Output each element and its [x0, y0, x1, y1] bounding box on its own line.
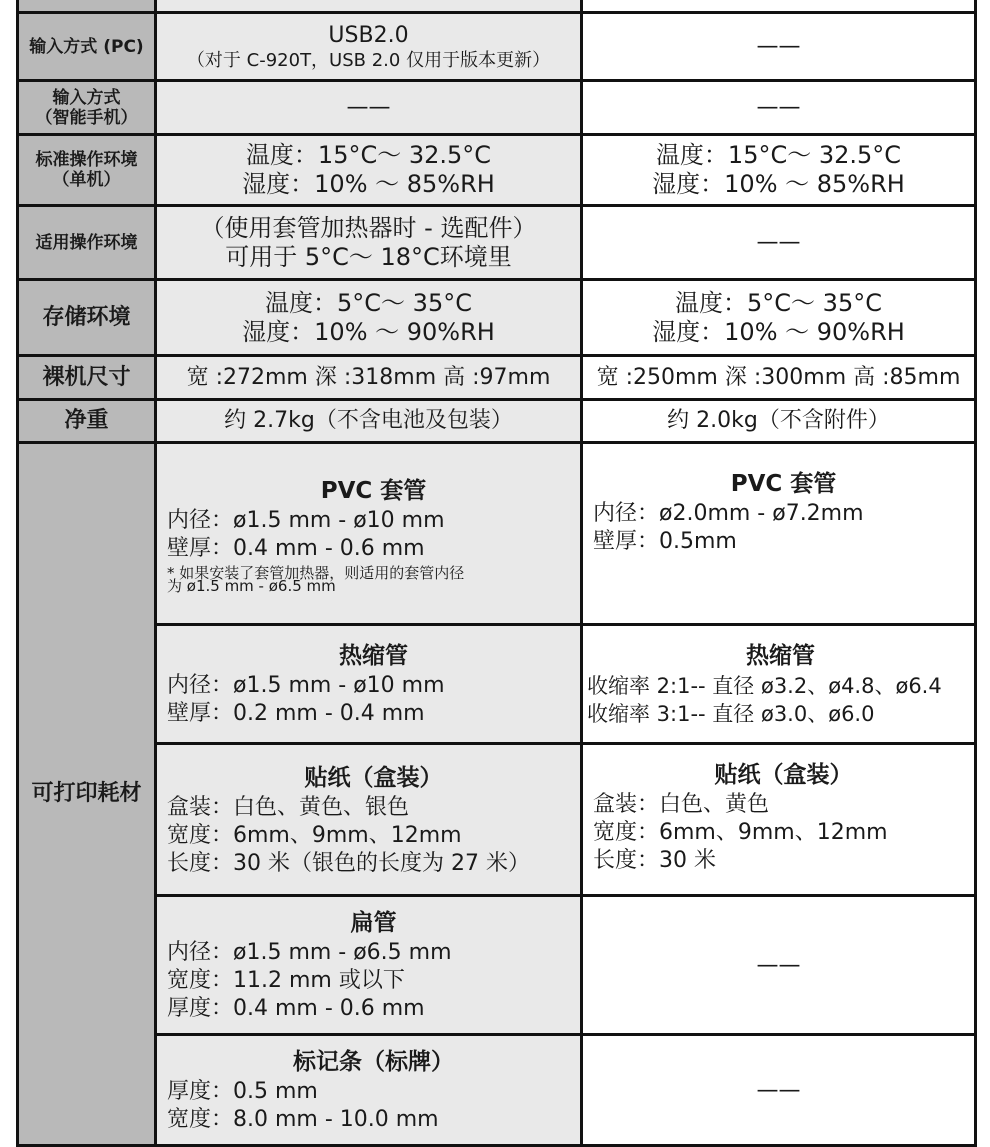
size-value-1: 宽 :272mm 深 :318mm 高 :97mm: [156, 356, 582, 400]
storage-value-2: [582, 280, 976, 356]
table-row: [18, 13, 976, 81]
row-header-size: 裸机尺寸: [18, 356, 156, 400]
std-env-humidity: 湿度：10% ～ 85%RH: [242, 170, 495, 198]
flat-title: 扁管: [350, 910, 397, 936]
row-header-weight: 净重: [18, 400, 156, 443]
row-header-cutoff: [18, 0, 156, 13]
heat-title: 热缩管: [339, 643, 408, 669]
table-row: [18, 744, 976, 896]
table-row: [18, 625, 976, 744]
pvc-cell-2: [582, 443, 976, 625]
table-row: [18, 135, 976, 206]
table-row: [18, 896, 976, 1035]
table-row: [18, 1035, 976, 1146]
flat-width: 宽度：11.2 mm 或以下: [167, 968, 405, 993]
std-env-value-2: [582, 135, 976, 206]
flat-dash: ——: [582, 896, 976, 1035]
table-row: [18, 356, 976, 400]
pvc-wall-thickness: 壁厚：0.4 mm - 0.6 mm: [167, 535, 425, 561]
input-pc-line1: USB2.0: [328, 22, 409, 48]
marker-thickness: 厚度：0.5 mm: [167, 1079, 318, 1104]
app-env-dash: ——: [582, 206, 976, 280]
heat-block: [157, 640, 580, 728]
pvc-inner-diameter: 内径：ø2.0mm - ø7.2mm: [593, 501, 864, 526]
heat-title: 热缩管: [746, 643, 815, 669]
heat-shrink-ratio-3-1: 收缩率 3:1-- 直径 ø3.0、ø6.0: [587, 702, 875, 726]
input-pc-dash: ——: [582, 13, 976, 81]
app-env-line1: （使用套管加热器时 - 选配件）: [200, 213, 537, 242]
storage-value-1: [156, 280, 582, 356]
row-header-line2: （单机）: [52, 170, 121, 190]
storage-temp: 温度：5°C～ 35°C: [265, 288, 472, 317]
sticker-title: 贴纸（盒装）: [304, 764, 443, 791]
pvc-title: PVC 套管: [730, 471, 837, 497]
sticker-title: 贴纸（盒装）: [714, 762, 853, 788]
marker-title: 标记条（标牌）: [293, 1049, 454, 1075]
row-header-input-pc: 输入方式 (PC): [18, 13, 156, 81]
row-header-std-env: [18, 135, 156, 206]
storage-humidity: 湿度：10% ～ 90%RH: [242, 317, 495, 346]
sticker-cell-2: [582, 744, 976, 896]
size-value-2: 宽 :250mm 深 :300mm 高 :85mm: [582, 356, 976, 400]
spec-table: [16, 0, 977, 1147]
storage-temp: 温度：5°C～ 35°C: [675, 288, 882, 317]
pvc-inner-diameter: 内径：ø1.5 mm - ø10 mm: [167, 507, 445, 533]
row-header-media: 可打印耗材: [18, 443, 156, 1146]
pvc-wall-thickness: 壁厚：0.5mm: [593, 529, 737, 554]
weight-value-1: 约 2.7kg（不含电池及包装）: [156, 400, 582, 443]
heat-cell-2: [582, 625, 976, 744]
storage-humidity: 湿度：10% ～ 90%RH: [652, 317, 905, 346]
sticker-length: 长度：30 米: [593, 848, 716, 873]
std-env-temp: 温度：15°C～ 32.5°C: [245, 141, 492, 169]
sticker-width: 宽度：6mm、9mm、12mm: [593, 820, 888, 845]
row-header-line1: 标准操作环境: [35, 150, 138, 170]
marker-cell-1: [156, 1035, 582, 1146]
pvc-note-line1: * 如果安装了套管加热器，则适用的套管内径: [167, 563, 465, 582]
input-phone-dash-1: ——: [156, 81, 582, 135]
input-phone-dash-2: ——: [582, 81, 976, 135]
input-pc-line2: （对于 C-920T，USB 2.0 仅用于版本更新）: [186, 49, 551, 71]
row-header-storage: 存储环境: [18, 280, 156, 356]
weight-value-2: 约 2.0kg（不含附件）: [582, 400, 976, 443]
pvc-cell-1: [156, 443, 582, 625]
marker-block: [157, 1046, 580, 1134]
std-env-humidity: 湿度：10% ～ 85%RH: [652, 170, 905, 198]
pvc-block: [583, 468, 974, 556]
sticker-width: 宽度：6mm、9mm、12mm: [167, 822, 462, 848]
sticker-block: [157, 762, 580, 878]
marker-width: 宽度：8.0 mm - 10.0 mm: [167, 1107, 439, 1132]
table-row: [18, 0, 976, 13]
flat-block: [157, 907, 580, 1023]
heat-cell-1: [156, 625, 582, 744]
app-env-line2: 可用于 5°C～ 18°C环境里: [225, 242, 512, 271]
row-header-app-env: 适用操作环境: [18, 206, 156, 280]
flat-inner-diameter: 内径：ø1.5 mm - ø6.5 mm: [167, 940, 452, 965]
flat-cell-1: [156, 896, 582, 1035]
marker-dash: ——: [582, 1035, 976, 1146]
row-header-input-phone: [18, 81, 156, 135]
table-row: [18, 400, 976, 443]
std-env-value-1: [156, 135, 582, 206]
table-row: [18, 280, 976, 356]
table-row: [18, 81, 976, 135]
row-header-line1: 输入方式: [52, 87, 121, 108]
pvc-title: PVC 套管: [320, 477, 427, 504]
input-pc-value: [156, 13, 582, 81]
heat-block: [583, 640, 974, 728]
sticker-block: [583, 759, 974, 875]
row-header-line2: （智能手机）: [35, 107, 138, 128]
sticker-box: 盒装：白色、黄色、银色: [167, 794, 410, 820]
table-row: [18, 443, 976, 625]
sticker-box: 盒装：白色、黄色: [593, 792, 770, 817]
heat-inner-diameter: 内径：ø1.5 mm - ø10 mm: [167, 673, 445, 698]
heat-shrink-ratio-2-1: 收缩率 2:1-- 直径 ø3.2、ø4.8、ø6.4: [587, 674, 942, 698]
cell-cutoff: [156, 0, 582, 13]
cell-cutoff: [582, 0, 976, 13]
sticker-cell-1: [156, 744, 582, 896]
std-env-temp: 温度：15°C～ 32.5°C: [655, 141, 902, 169]
heat-wall-thickness: 壁厚：0.2 mm - 0.4 mm: [167, 701, 425, 726]
pvc-block: [157, 475, 580, 593]
pvc-note-line2: 为 ø1.5 mm - ø6.5 mm: [167, 576, 336, 595]
table-row: [18, 206, 976, 280]
app-env-value: [156, 206, 582, 280]
sticker-length: 长度：30 米（银色的长度为 27 米）: [167, 850, 530, 876]
flat-thickness: 厚度：0.4 mm - 0.6 mm: [167, 996, 425, 1021]
